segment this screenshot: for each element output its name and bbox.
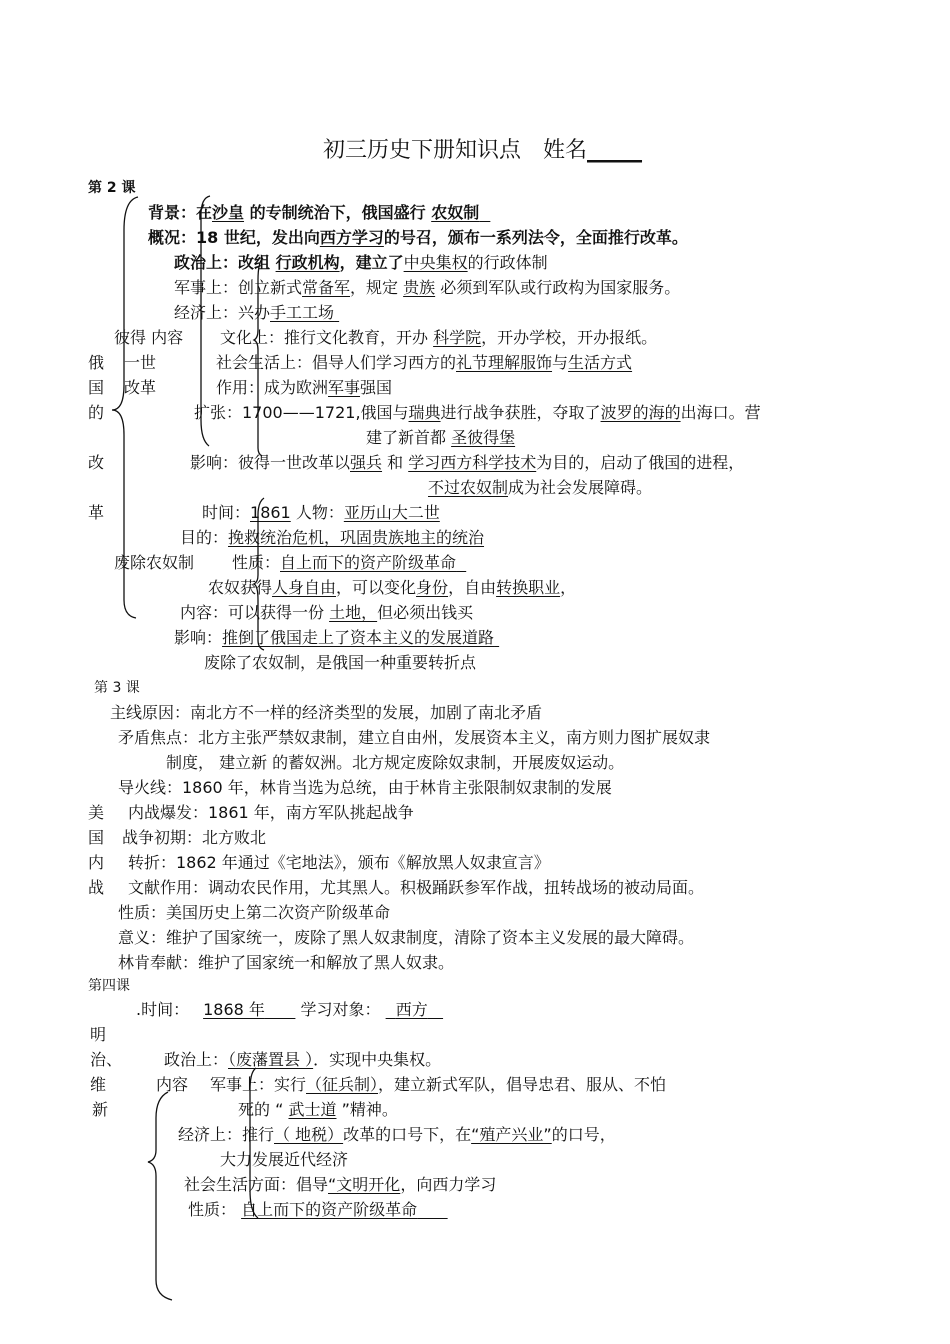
l2-economy: 经济上：兴办手工工场 [174, 303, 335, 322]
l3-line-4: 导火线：1860 年，林肯当选为总统，由于林肯主张限制奴隶制的发展 [118, 778, 612, 797]
l3-left-col-4: 战 [88, 878, 105, 897]
lesson2-heading: 第 2 课 [88, 180, 136, 196]
lesson3-heading: 第 3 课 [94, 680, 140, 696]
l2-left-col-5: 革 [88, 503, 105, 522]
l2-nature: 性质：自上而下的资产阶级革命 [232, 553, 457, 572]
l2-effect: 作用：成为欧洲军事强国 [216, 378, 393, 397]
lesson4-heading: 第四课 [88, 978, 130, 994]
l4-outer-brace [148, 1092, 172, 1300]
l2-left-col-4: 改 [88, 453, 105, 472]
l2-expand: 扩张：1700——1721,俄国与瑞典进行战争获胜，夺取了波罗的海的出海口。营 [194, 403, 761, 422]
l4-economy-2: 大力发展近代经济 [220, 1150, 349, 1169]
l3-left-col-1: 美 [88, 803, 105, 822]
l4-economy: 经济上：推行（ 地税）改革的口号下，在“殖产兴业”的口号， [178, 1125, 616, 1144]
l2-content-1: 农奴获得人身自由，可以变化身份，自由转换职业， [208, 578, 577, 597]
l3-line-8: 文献作用：调动农民作用，尤其黑人。积极踊跃参军作战，扭转战场的被动局面。 [128, 878, 705, 897]
l2-purpose: 目的：挽救统治危机，巩固贵族地主的统治 [180, 528, 485, 547]
l2-content-2: 内容：可以获得一份 土地，但必须出钱买 [180, 603, 474, 622]
l4-left-col-2: 治、 [90, 1050, 123, 1069]
l2-peter-label-2: 一世 [124, 353, 157, 372]
l2-impact-2: 废除了农奴制，是俄国一种重要转折点 [204, 653, 477, 672]
l4-left-col-3: 维 [90, 1075, 107, 1094]
l2-expand-2: 建了新首都 圣彼得堡 [366, 428, 516, 447]
l4-nature: 性质： 自上而下的资产阶级革命 [188, 1200, 418, 1219]
l2-left-col-2: 国 [88, 378, 105, 397]
l3-line-6: 战争初期：北方败北 [122, 828, 267, 847]
l3-line-3: 制度， 建立新 的蓄奴洲。北方规定废除奴隶制，开展废奴运动。 [166, 753, 625, 772]
l3-line-1: 主线原因：南北方不一样的经济类型的发展，加剧了南北矛盾 [110, 703, 543, 722]
l3-line-7: 转折：1862 年通过《宅地法》，颁布《解放黑人奴隶宣言》 [128, 853, 550, 872]
l2-influence: 影响：彼得一世改革以强兵 和 学习西方科学技术为目的，启动了俄国的进程， [190, 453, 745, 472]
l3-line-2: 矛盾焦点：北方主张严禁奴隶制，建立自由州，发展资本主义，南方则力图扩展奴隶 [118, 728, 711, 747]
l3-line-5: 内战爆发：1861 年，南方军队挑起战争 [128, 803, 414, 822]
l2-peter-label: 彼得 内容 [114, 328, 184, 347]
l4-social: 社会生活方面：倡导“文明开化，向西力学习 [184, 1175, 497, 1194]
page-title: 初三历史下册知识点 姓名_____ [323, 137, 643, 163]
l4-left-col-4: 新 [92, 1100, 109, 1119]
l4-time: .时间： 1868 年 学习对象： 西方 [136, 1000, 428, 1019]
l3-left-col-2: 国 [88, 828, 105, 847]
l3-line-10: 意义：维护了国家统一，废除了黑人奴隶制度，清除了资本主义发展的最大障碍。 [118, 928, 695, 947]
l2-culture: 文化上：推行文化教育，开办 科学院，开办学校，开办报纸。 [220, 328, 658, 347]
l4-military-2: 死的 “ 武士道 ”精神。 [238, 1100, 398, 1119]
l3-line-11: 林肯奉献：维护了国家统一和解放了黑人奴隶。 [118, 953, 455, 972]
l2-overview: 概况：18 世纪，发出向西方学习的号召，颁布一系列法令，全面推行改革。 [148, 228, 688, 247]
l2-social: 社会生活上：倡导人们学习西方的礼节理解服饰与生活方式 [216, 353, 633, 372]
l3-left-col-3: 内 [88, 853, 105, 872]
l3-line-9: 性质：美国历史上第二次资产阶级革命 [118, 903, 391, 922]
l2-abolish-label: 废除农奴制 [114, 553, 195, 572]
l4-left-col-1: 明 [90, 1025, 107, 1044]
l2-influence-2: 不过农奴制成为社会发展障碍。 [428, 478, 653, 497]
l2-left-col-1: 俄 [88, 353, 105, 372]
l2-impact: 影响：推倒了俄国走上了资本主义的发展道路 [174, 628, 495, 647]
l2-military: 军事上：创立新式常备军，规定 贵族 必须到军队或行政构为国家服务。 [174, 278, 681, 297]
l2-time: 时间：1861 人物：亚历山大二世 [202, 503, 440, 522]
l4-content-label: 内容 [156, 1075, 189, 1094]
l2-politics: 政治上：改组 行政机构，建立了中央集权的行政体制 [174, 253, 548, 272]
l2-peter-label-3: 改革 [124, 378, 157, 397]
l4-politics: 政治上：（废藩置县 ）．实现中央集权。 [164, 1050, 442, 1069]
l4-military: 军事上：实行（征兵制），建立新式军队，倡导忠君、服从、不怕 [210, 1075, 667, 1094]
l2-background: 背景：在沙皇 的专制统治下，俄国盛行 农奴制 [148, 203, 480, 222]
name-blank: _____ [587, 137, 643, 163]
l2-left-col-3: 的 [88, 403, 105, 422]
